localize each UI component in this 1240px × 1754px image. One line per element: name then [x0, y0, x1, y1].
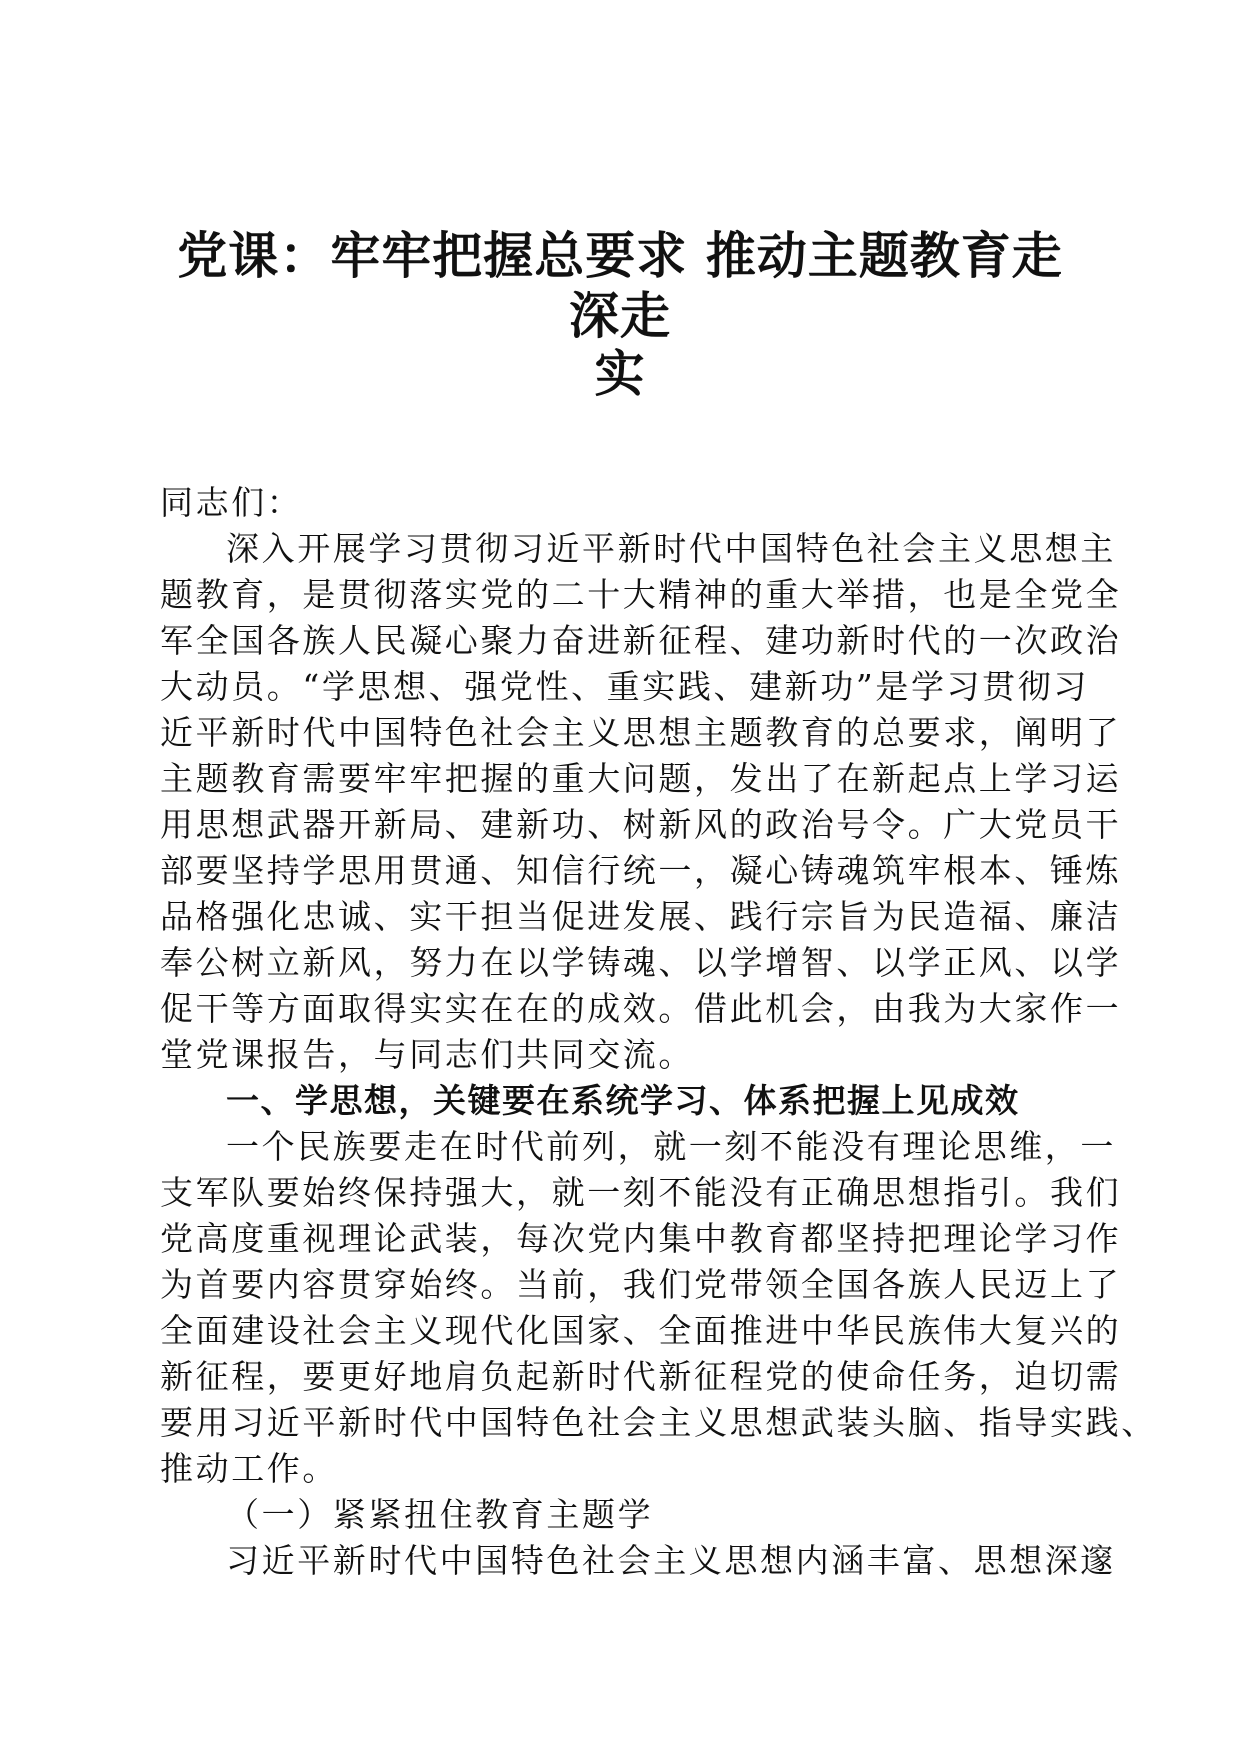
paragraph-first-line: 习近平新时代中国特色社会主义思想内涵丰富、思想深邃: [226, 1541, 1116, 1580]
document-title-line-2: 实: [594, 345, 646, 403]
paragraph-line: 新征程，要更好地肩负起新时代新征程党的使命任务，迫切需: [160, 1357, 1122, 1396]
paragraph-line: 大动员。“学思想、强党性、重实践、建新功”是学习贯彻习: [160, 667, 1089, 706]
paragraph-line: 推动工作。: [160, 1449, 338, 1488]
salutation: 同志们：: [160, 483, 303, 522]
paragraph-first-line: 一个民族要走在时代前列，就一刻不能没有理论思维，一: [226, 1127, 1116, 1166]
document-body: [160, 480, 1157, 1584]
paragraph-line: 军全国各族人民凝心聚力奋进新征程、建功新时代的一次政治: [160, 621, 1122, 660]
paragraph-line: 主题教育需要牢牢把握的重大问题，发出了在新起点上学习运: [160, 759, 1122, 798]
paragraph-line: 要用习近平新时代中国特色社会主义思想武装头脑、指导实践、: [160, 1403, 1157, 1442]
document-title-line-1: 党课：牢牢把握总要求 推动主题教育走深走: [177, 227, 1063, 345]
paragraph-first-line: 深入开展学习贯彻习近平新时代中国特色社会主义思想主: [226, 529, 1116, 568]
paragraph-line: 支军队要始终保持强大，就一刻不能没有正确思想指引。我们: [160, 1173, 1122, 1212]
paragraph-line: 部要坚持学思用贯通、知信行统一，凝心铸魂筑牢根本、锤炼: [160, 851, 1122, 890]
paragraph-line: 用思想武器开新局、建新功、树新风的政治号令。广大党员干: [160, 805, 1122, 844]
paragraph-line: 品格强化忠诚、实干担当促进发展、践行宗旨为民造福、廉洁: [160, 897, 1122, 936]
paragraph-line: 党高度重视理论武装，每次党内集中教育都坚持把理论学习作: [160, 1219, 1122, 1258]
paragraph-line: 堂党课报告，与同志们共同交流。: [160, 1035, 694, 1074]
paragraph-line: 近平新时代中国特色社会主义思想主题教育的总要求，阐明了: [160, 713, 1122, 752]
paragraph-line: 题教育，是贯彻落实党的二十大精神的重大举措，也是全党全: [160, 575, 1122, 614]
paragraph-line: 全面建设社会主义现代化国家、全面推进中华民族伟大复兴的: [160, 1311, 1122, 1350]
subsection-heading: （一）紧紧扭住教育主题学: [226, 1495, 654, 1534]
paragraph-line: 奉公树立新风，努力在以学铸魂、以学增智、以学正风、以学: [160, 943, 1122, 982]
paragraph-line: 为首要内容贯穿始终。当前，我们党带领全国各族人民迈上了: [160, 1265, 1122, 1304]
section-heading: 一、学思想，关键要在系统学习、体系把握上见成效: [226, 1081, 1020, 1120]
paragraph-line: 促干等方面取得实实在在的成效。借此机会，由我为大家作一: [160, 989, 1122, 1028]
